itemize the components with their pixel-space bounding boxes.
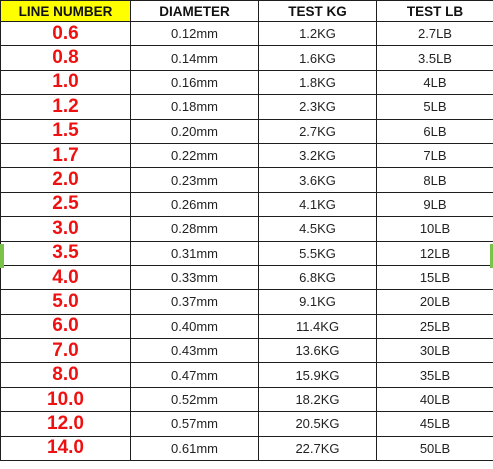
- cell-line-number: 2.0: [1, 168, 131, 192]
- table-row: [1, 143, 493, 167]
- cell-diameter: 0.43mm: [131, 339, 259, 363]
- cell-test-lb: 50LB: [377, 436, 493, 460]
- cell-test-lb: 45LB: [377, 412, 493, 436]
- cell-test-kg: 2.3KG: [259, 95, 377, 119]
- table-row: [1, 339, 493, 363]
- cell-test-kg: 2.7KG: [259, 119, 377, 143]
- cell-test-kg: 9.1KG: [259, 290, 377, 314]
- cell-line-number: 12.0: [1, 412, 131, 436]
- table-row: [1, 241, 493, 265]
- cell-line-number: 2.5: [1, 192, 131, 216]
- header-test-kg: TEST KG: [259, 1, 377, 22]
- cell-diameter: 0.57mm: [131, 412, 259, 436]
- cell-test-kg: 1.8KG: [259, 70, 377, 94]
- cell-test-lb: 30LB: [377, 339, 493, 363]
- cell-diameter: 0.12mm: [131, 22, 259, 46]
- cell-line-number: 0.6: [1, 22, 131, 46]
- cell-test-kg: 4.5KG: [259, 217, 377, 241]
- cell-diameter: 0.52mm: [131, 387, 259, 411]
- table-row: [1, 95, 493, 119]
- table-row: [1, 192, 493, 216]
- cell-diameter: 0.23mm: [131, 168, 259, 192]
- cell-test-lb: 20LB: [377, 290, 493, 314]
- cell-diameter: 0.37mm: [131, 290, 259, 314]
- cell-diameter: 0.14mm: [131, 46, 259, 70]
- table-row: [1, 363, 493, 387]
- cell-test-kg: 20.5KG: [259, 412, 377, 436]
- cell-test-lb: 4LB: [377, 70, 493, 94]
- cell-test-lb: 5LB: [377, 95, 493, 119]
- cell-test-kg: 1.6KG: [259, 46, 377, 70]
- cell-diameter: 0.16mm: [131, 70, 259, 94]
- cell-line-number: 6.0: [1, 314, 131, 338]
- cell-test-kg: 4.1KG: [259, 192, 377, 216]
- table-row: [1, 22, 493, 46]
- cell-diameter: 0.18mm: [131, 95, 259, 119]
- cell-test-kg: 6.8KG: [259, 265, 377, 289]
- table-row: [1, 119, 493, 143]
- cell-line-number: 1.5: [1, 119, 131, 143]
- cell-diameter: 0.31mm: [131, 241, 259, 265]
- cell-test-lb: 2.7LB: [377, 22, 493, 46]
- cell-line-number: 7.0: [1, 339, 131, 363]
- table-row: [1, 314, 493, 338]
- table-row: [1, 412, 493, 436]
- table-row: [1, 70, 493, 94]
- header-line-number: LINE NUMBER: [1, 1, 131, 22]
- cell-test-lb: 7LB: [377, 143, 493, 167]
- cell-test-kg: 22.7KG: [259, 436, 377, 460]
- header-test-lb: TEST LB: [377, 1, 493, 22]
- table-row: [1, 265, 493, 289]
- cell-line-number: 1.7: [1, 143, 131, 167]
- cell-test-kg: 1.2KG: [259, 22, 377, 46]
- cell-line-number: 14.0: [1, 436, 131, 460]
- table-row: [1, 290, 493, 314]
- cell-diameter: 0.22mm: [131, 143, 259, 167]
- table-row: [1, 387, 493, 411]
- row-marker-left: [0, 244, 4, 268]
- cell-line-number: 8.0: [1, 363, 131, 387]
- cell-diameter: 0.47mm: [131, 363, 259, 387]
- cell-diameter: 0.40mm: [131, 314, 259, 338]
- header-diameter: DIAMETER: [131, 1, 259, 22]
- cell-test-kg: 3.6KG: [259, 168, 377, 192]
- cell-test-lb: 40LB: [377, 387, 493, 411]
- cell-diameter: 0.33mm: [131, 265, 259, 289]
- cell-line-number: 1.2: [1, 95, 131, 119]
- cell-test-lb: 15LB: [377, 265, 493, 289]
- cell-test-kg: 11.4KG: [259, 314, 377, 338]
- cell-line-number: 1.0: [1, 70, 131, 94]
- cell-test-kg: 18.2KG: [259, 387, 377, 411]
- cell-diameter: 0.26mm: [131, 192, 259, 216]
- cell-test-lb: 25LB: [377, 314, 493, 338]
- table-row: [1, 436, 493, 460]
- cell-line-number: 3.5: [1, 241, 131, 265]
- cell-line-number: 5.0: [1, 290, 131, 314]
- cell-line-number: 10.0: [1, 387, 131, 411]
- cell-line-number: 4.0: [1, 265, 131, 289]
- cell-test-lb: 6LB: [377, 119, 493, 143]
- table-row: [1, 168, 493, 192]
- cell-test-lb: 8LB: [377, 168, 493, 192]
- table-row: [1, 46, 493, 70]
- cell-test-kg: 13.6KG: [259, 339, 377, 363]
- cell-test-kg: 3.2KG: [259, 143, 377, 167]
- cell-test-kg: 5.5KG: [259, 241, 377, 265]
- cell-line-number: 3.0: [1, 217, 131, 241]
- cell-test-lb: 12LB: [377, 241, 493, 265]
- table-header-row: [1, 1, 493, 22]
- cell-test-lb: 35LB: [377, 363, 493, 387]
- cell-diameter: 0.28mm: [131, 217, 259, 241]
- cell-test-lb: 9LB: [377, 192, 493, 216]
- cell-test-lb: 10LB: [377, 217, 493, 241]
- cell-diameter: 0.61mm: [131, 436, 259, 460]
- cell-line-number: 0.8: [1, 46, 131, 70]
- table-row: [1, 217, 493, 241]
- cell-test-lb: 3.5LB: [377, 46, 493, 70]
- cell-diameter: 0.20mm: [131, 119, 259, 143]
- cell-test-kg: 15.9KG: [259, 363, 377, 387]
